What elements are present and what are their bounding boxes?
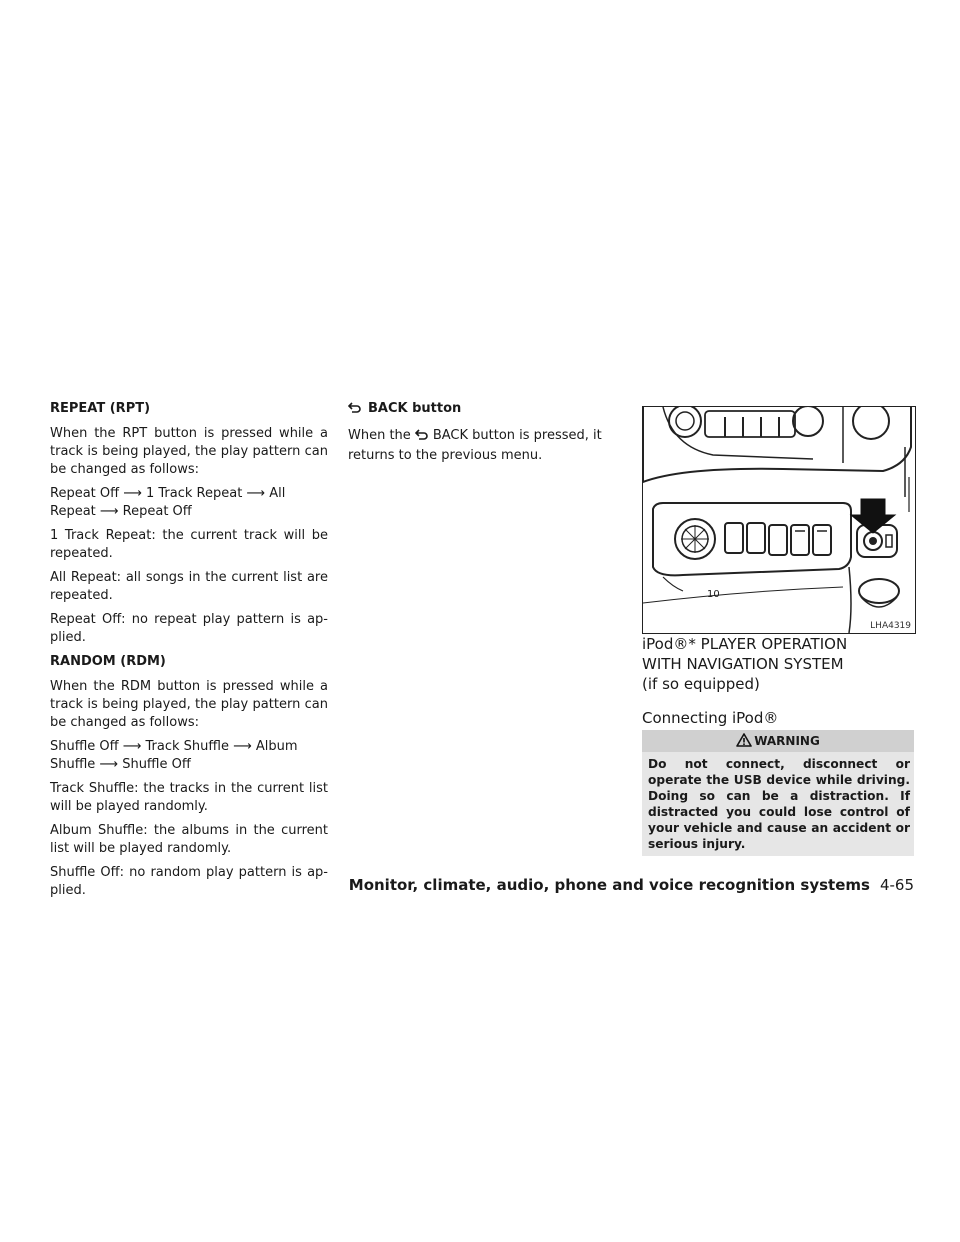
page-footer bbox=[0, 876, 914, 894]
left-column bbox=[50, 400, 328, 906]
repeat-sequence: Repeat Off ⟶ 1 Track Repeat ⟶ All Repeat ⟶ Repeat Off bbox=[50, 486, 286, 519]
track-shuffle-text: Track Shuffle: the tracks in the current list will be played randomly. bbox=[50, 781, 328, 814]
back-text-before: When the bbox=[348, 428, 411, 443]
back-description bbox=[348, 427, 622, 465]
ipod-section bbox=[642, 634, 914, 728]
repeat-intro: When the RPT button is pressed while a track is being played, the play pattern can be changed as follows: bbox=[50, 426, 328, 477]
random-intro: When the RDM button is pressed while a track is being played, the play pattern can be changed as follows: bbox=[50, 679, 328, 730]
middle-column bbox=[348, 400, 622, 471]
footer-chapter-title: Monitor, climate, audio, phone and voice recognition systems bbox=[348, 876, 870, 894]
shuffle-off-text: Shuffle Off: no random play pattern is ap-plied. bbox=[50, 865, 328, 898]
back-heading bbox=[348, 400, 622, 420]
album-shuffle-text: Album Shuffle: the albums in the current list will be played randomly. bbox=[50, 823, 328, 856]
back-arrow-icon bbox=[415, 429, 429, 447]
warning-label: WARNING bbox=[754, 734, 820, 748]
dashboard-drawing bbox=[643, 407, 915, 633]
repeat-heading: REPEAT (RPT) bbox=[50, 401, 151, 416]
figure-callout-label: 10 bbox=[707, 589, 720, 600]
section-title bbox=[642, 634, 914, 694]
page-number: 4-65 bbox=[879, 876, 914, 894]
warning-triangle-icon bbox=[736, 733, 754, 750]
warning-box bbox=[642, 730, 914, 856]
figure-code: LHA4319 bbox=[870, 621, 911, 631]
repeat-one-text: 1 Track Repeat: the current track will be repeated. bbox=[50, 528, 328, 561]
section-title-line3: (if so equipped) bbox=[642, 675, 760, 693]
random-heading: RANDOM (RDM) bbox=[50, 654, 166, 669]
section-title-line2: WITH NAVIGATION SYSTEM bbox=[642, 655, 844, 673]
section-title-line1: iPod®* PLAYER OPERATION bbox=[642, 635, 848, 653]
usb-port-illustration bbox=[642, 406, 916, 634]
back-heading-label: BACK button bbox=[368, 401, 462, 416]
section-subtitle: Connecting iPod® bbox=[642, 709, 779, 727]
back-text-after: BACK button is pressed, it returns to the previous menu. bbox=[348, 428, 602, 463]
repeat-off-text: Repeat Off: no repeat play pattern is ap-plied. bbox=[50, 612, 328, 645]
back-arrow-icon bbox=[348, 402, 362, 420]
repeat-all-text: All Repeat: all songs in the current list are repeated. bbox=[50, 570, 328, 603]
random-sequence: Shuffle Off ⟶ Track Shuffle ⟶ Album Shuffle ⟶ Shuffle Off bbox=[50, 739, 298, 772]
warning-header bbox=[642, 730, 914, 752]
warning-text: Do not connect, disconnect or operate the USB device while driving. Doing so can be a distraction. If distracted you could lose control of your vehicle and cause an accident or serious injury. bbox=[648, 757, 910, 851]
